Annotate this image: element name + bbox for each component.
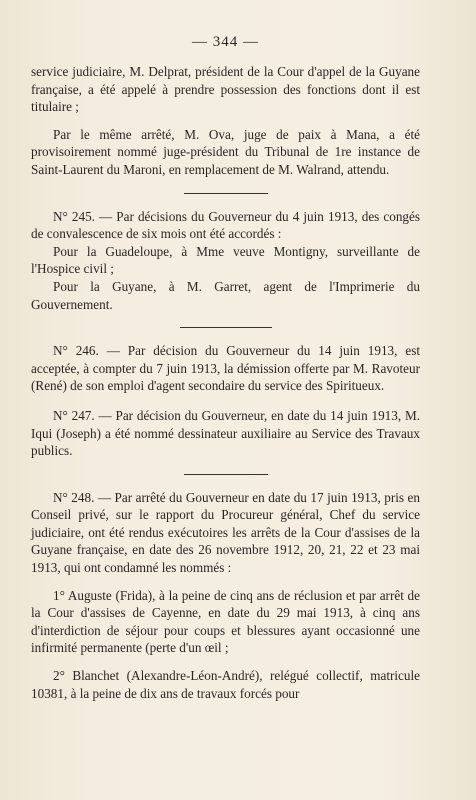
convict-2-blanchet: 2° Blanchet (Alexandre-Léon-André), relégué collectif, matricule 10381, à la peine de dix ans de travaux forcés pour [31, 668, 420, 701]
page-number: — 344 — [192, 34, 259, 50]
decision-247: N° 247. — Par décision du Gouverneur, en date du 14 juin 1913, M. Iqui (Joseph) a été nommé dessinateur auxiliaire au Service des Travaux publics. [31, 407, 420, 459]
decision-245: N° 245. — Par décisions du Gouverneur du 4 juin 1913, des congés de convalescence de six mois ont été accordés : [31, 208, 420, 242]
decision-246: N° 246. — Par décision du Gouverneur du 14 juin 1913, est acceptée, à compter du 7 juin 1913, la démission offerte par M. Ravoteur (René) de son emploi d'agent secondaire du service des Spiritueux. [31, 343, 420, 394]
paragraph-ova-appointment: Par le même arrêté, M. Ova, juge de paix à Mana, a été provisoirement nommé juge-président du Tribunal de 1re instance de Saint-Laurent du Maroni, en remplacement de M. Walrand, attendu. [31, 126, 420, 177]
section-divider [184, 193, 268, 194]
decree-248: N° 248. — Par arrêté du Gouverneur en date du 17 juin 1913, pris en Conseil privé, sur le rapport du Procureur général, Chef du service judiciaire, ont été rendus exécutoires les arrêts de la Cour d'assises de la Guyane française, en date des 26 novembre 1912, 20, 21, 22 et 23 mai 1913, qui ont condamné les nommés : [31, 489, 420, 576]
decision-245-guyane: Pour la Guyane, à M. Garret, agent de l'Imprimerie du Gouvernement. [31, 278, 420, 312]
decision-245-guadeloupe: Pour la Guadeloupe, à Mme veuve Montigny, surveillante de l'Hospice civil ; [31, 243, 420, 277]
convict-1-auguste: 1° Auguste (Frida), à la peine de cinq ans de réclusion et par arrêt de la Cour d'assises de Cayenne, en date du 29 mai 1913, à cinq ans d'interdiction de séjour pour coups et blessures ayant occasionné une infirmité permanente (perte d'un œil ; [31, 587, 420, 656]
paragraph-delprat: service judiciaire, M. Delprat, président de la Cour d'appel de la Guyane française, a été appelé à prendre possession des fonctions dont il est titulaire ; [31, 64, 420, 115]
section-divider [184, 474, 268, 475]
section-divider [180, 327, 272, 328]
